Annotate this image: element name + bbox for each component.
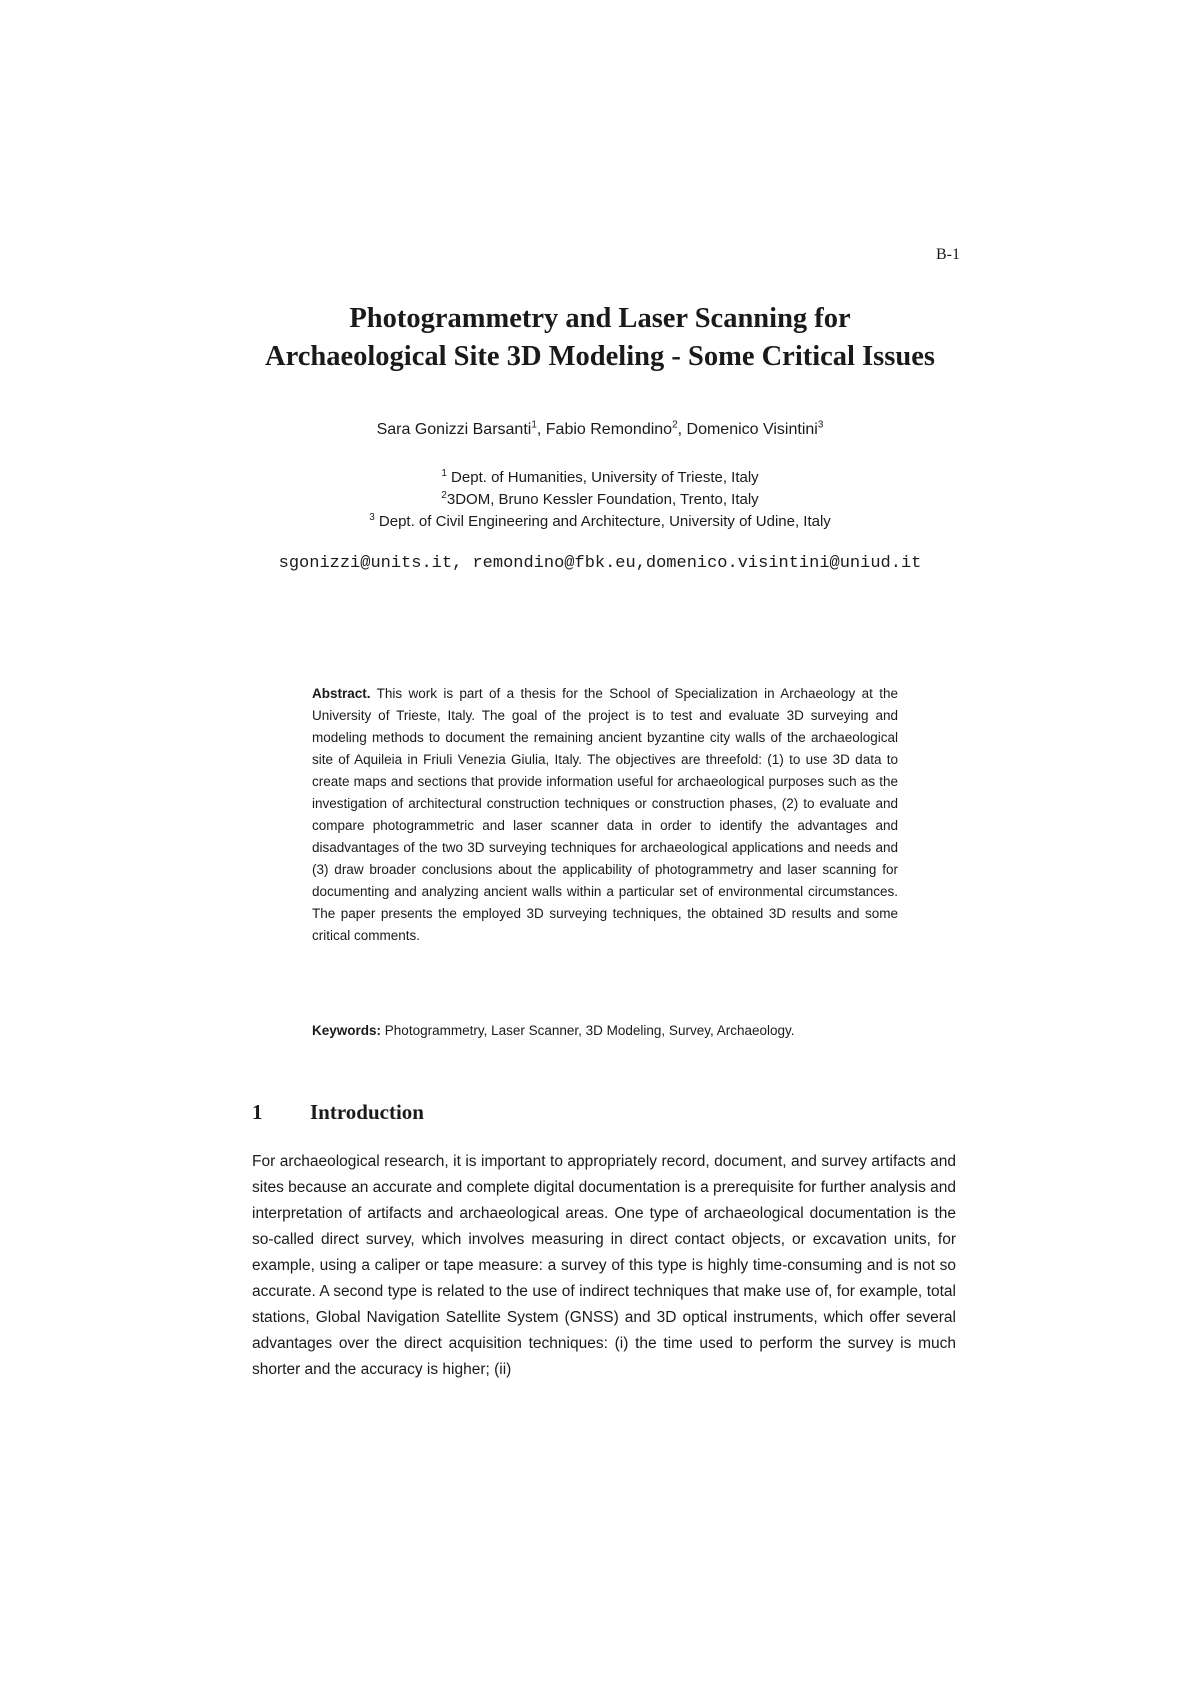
keywords-label: Keywords: xyxy=(312,1023,382,1038)
keywords xyxy=(312,1020,898,1042)
affiliation-text: Dept. of Humanities, University of Trieste, Italy xyxy=(446,469,759,486)
affiliation-sup: 1 xyxy=(441,468,447,479)
author-name: Fabio Remondino xyxy=(545,421,673,438)
page-label: B-1 xyxy=(936,246,960,263)
section-number: 1 xyxy=(252,1100,263,1124)
author-name: Domenico Visintini xyxy=(686,421,818,438)
abstract-text: This work is part of a thesis for the School of Specialization in Archaeology at the University of Trieste, Italy. The goal of the project is to test and evaluate 3D surveying and modeling methods to document the remaining ancient byzantine city walls of the archaeological site of Aquileia in Friuli Venezia Giulia, Italy. The objectives are threefold: (1) to use 3D data to create maps and sections that provide information useful for archaeological purposes such as the investigation of architectural construction techniques or construction phases, (2) to evaluate and compare photogrammetric and laser scanner data in order to identify the advantages and disadvantages of the two 3D surveying techniques for archaeological applications and needs and (3) draw broader conclusions about the applicability of photogrammetry and laser scanning for documenting and analyzing ancient walls within a particular set of environmental circumstances. The paper presents the employed 3D surveying techniques, the obtained 3D results and some critical comments. xyxy=(312,686,898,943)
author-sup: 2 xyxy=(672,419,678,431)
abstract-label: Abstract. xyxy=(312,686,371,701)
author-sup: 1 xyxy=(531,419,537,431)
affiliation xyxy=(200,489,1000,511)
affiliation-sup: 3 xyxy=(369,512,375,523)
author-name: Sara Gonizzi Barsanti xyxy=(376,421,532,438)
author-emails: sgonizzi@units.it, remondino@fbk.eu,domenico.visintini@uniud.it xyxy=(278,554,922,573)
abstract xyxy=(312,683,898,947)
title-line-2: Archaeological Site 3D Modeling - Some Critical Issues xyxy=(265,341,935,372)
affiliation xyxy=(200,511,1000,533)
section-title: Introduction xyxy=(310,1100,424,1124)
author-list: Sara Gonizzi Barsanti$^1$, Fabio Remondino$^2$, Domenico Visintini$^3$ xyxy=(376,419,824,438)
affiliation xyxy=(200,467,1000,489)
intro-paragraph: For archaeological research, it is important to appropriately record, document, and survey artifacts and sites because an accurate and complete digital documentation is a prerequisite for further analysis and interpretation of artifacts and archaeological areas. One type of archaeological documentation is the so-called direct survey, which involves measuring in direct contact objects, or excavation units, for example, using a caliper or tape measure: a survey of this type is highly time-consuming and is not so accurate. A second type is related to the use of indirect techniques that make use of, for example, total stations, Global Navigation Satellite System (GNSS) and 3D optical instruments, which offer several advantages over the direct acquisition techniques: (i) the time used to perform the survey is much shorter and the accuracy is higher; (ii) xyxy=(252,1153,956,1378)
affiliation-text: Dept. of Civil Engineering and Architecture, University of Udine, Italy xyxy=(374,513,831,530)
keywords-text: Photogrammetry, Laser Scanner, 3D Modeling, Survey, Archaeology. xyxy=(384,1023,795,1038)
affiliation-sup: 2 xyxy=(441,490,447,501)
section-heading xyxy=(252,1100,952,1125)
affiliation-list xyxy=(200,467,1000,533)
title-line-1: Photogrammetry and Laser Scanning for xyxy=(349,303,851,334)
affiliation-text: 3DOM, Bruno Kessler Foundation, Trento, Italy xyxy=(446,491,759,508)
paper-title xyxy=(200,300,1000,376)
author-sup: 3 xyxy=(817,419,824,431)
